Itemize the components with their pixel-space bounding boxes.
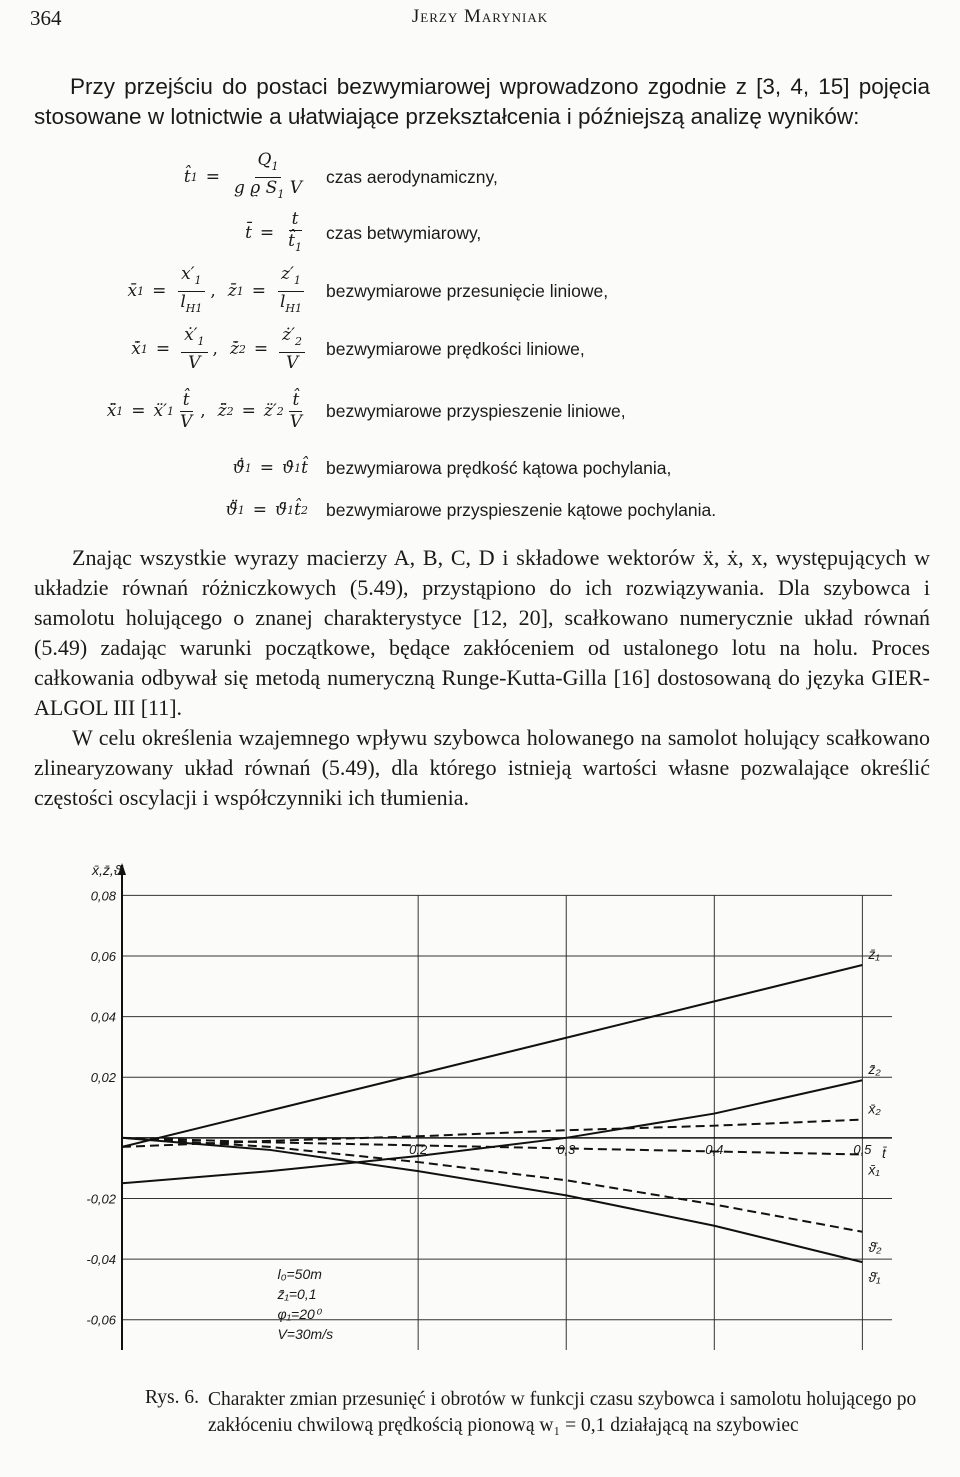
- figure: [0, 845, 960, 1385]
- definition-description: czas betwymiarowy,: [326, 223, 482, 243]
- formula: x̄̇ 1 = $\frac{ẋ'_1}{V}$ , z̄̇ 2 = $\frac{ż'_2}{V}$: [131, 324, 308, 374]
- y-tick-label: 0,08: [90, 888, 116, 904]
- x-tick-label: 0,2: [409, 1141, 428, 1157]
- intro-paragraph: Przy przejściu do postaci bezwymiarowej wprowadzono zgodnie z [3, 4, 15] pojęcia stosowane w lotnictwie a ułatwiające przekształcenia i późniejszą analizę wyników:: [34, 74, 930, 129]
- series-label: z̄₁: [868, 946, 880, 963]
- series-line: [122, 1138, 862, 1232]
- formula: ϑ̄̈ 1 = ϑ̈ 1 t̂ 2: [225, 500, 308, 520]
- time-response-chart: [0, 845, 960, 1380]
- definition-description: bezwymiarowa prędkość kątowa pochylania,: [326, 458, 672, 478]
- definition-description: bezwymiarowe przyspieszenie kątowe pochylania.: [326, 500, 717, 520]
- definition-row: [0, 149, 960, 202]
- annotation: V=30m/s: [277, 1326, 334, 1343]
- series-line: [122, 1138, 862, 1262]
- series-label: z̄₂: [868, 1061, 881, 1078]
- definition-description: czas aerodynamiczny,: [326, 167, 498, 187]
- running-head: Jerzy Maryniak: [411, 6, 549, 27]
- annotation: φ₁=20⁰: [277, 1306, 321, 1323]
- series-label: x̄₁: [868, 1161, 880, 1178]
- x-tick-label: 0,5: [853, 1141, 872, 1157]
- page-number: 364: [30, 6, 62, 30]
- x-tick-label: 0,3: [557, 1141, 576, 1157]
- caption-label: Rys. 6.: [145, 1387, 199, 1408]
- series-label: ϑ̄₁: [868, 1269, 881, 1286]
- paragraph: Znając wszystkie wyrazy macierzy A, B, C, D i składowe wektorów ẍ, ẋ, x, występujących w układzie równań różniczkowych (5.49), przystąpiono do ich rozwiązywania. Dla szybowca i samolotu holującego o znanej charakterystyce [12, 20], scałkowano numerycznie układ równań (5.49) zadając warunki początkowe, będące zakłóceniem od ustalonego lotu na holu. Proces całkowania odbywał się metodą numeryczną Runge-Kutta-Gilla [16] dostosowaną do języka GIER-ALGOL III [11].: [34, 545, 930, 720]
- formula: t̄ = $\frac{t}{t̂_1}$: [245, 208, 302, 254]
- annotation: l₀=50m: [277, 1266, 322, 1283]
- formula: x̄ 1 = $\frac{x'_1}{l_{H1}}$ , z̄ 1 = $\frac{z'_1}{l_{H1}}$: [127, 263, 302, 315]
- series-line: [122, 965, 862, 1147]
- series-line: [122, 1080, 862, 1183]
- y-axis-label: x̄,z̄,ϑ̄: [92, 862, 122, 878]
- definition-row: [0, 208, 960, 258]
- x-tick-label: 0,4: [705, 1141, 724, 1157]
- figure-caption: Charakter zmian przesunięć i obrotów w funkcji czasu szybowca i samolotu holującego po zakłóceniu chwilową prędkością pionową w₁ = 0,1 działającą na szybowiec: [208, 1389, 917, 1436]
- y-tick-label: 0,02: [90, 1070, 116, 1086]
- definition-row: [0, 386, 960, 436]
- body-text: [34, 543, 930, 813]
- definition-row: [0, 263, 960, 316]
- definition-row: [0, 324, 960, 374]
- series-label: ϑ̄₂: [868, 1238, 882, 1255]
- formula: ϑ̄̇ 1 = ϑ̇ 1 t̂: [232, 458, 308, 478]
- formula: t̂ 1 = $\frac{Q_1}{g ϱ S_1 V}$: [183, 149, 302, 201]
- series-line: [122, 1120, 862, 1147]
- definition-description: bezwymiarowe przyspieszenie liniowe,: [326, 401, 626, 421]
- definition-description: bezwymiarowe prędkości liniowe,: [326, 339, 585, 359]
- y-tick-label: 0,06: [90, 948, 116, 964]
- series-label: x̄₂: [868, 1100, 881, 1117]
- annotation: z̄₁=0,1: [277, 1286, 317, 1303]
- y-tick-label: -0,06: [86, 1312, 116, 1328]
- y-tick-label: 0,04: [90, 1009, 116, 1025]
- formula: x̄̈ 1 = ẍ′ 1 $\frac{t̂}{V}$ , z̄̈ 2 = z̈′ 2 $\frac{t̂}{V}$: [106, 389, 302, 432]
- paragraph: W celu określenia wzajemnego wpływu szybowca holowanego na samolot holujący scałkowano zlinearyzowany układ równań (5.49), dla którego istnieją wartości własne pozwalające określić częstości oscylacji i współczynniki ich tłumienia.: [34, 725, 930, 810]
- definition-description: bezwymiarowe przesunięcie liniowe,: [326, 281, 609, 301]
- y-tick-label: -0,04: [86, 1252, 116, 1268]
- y-tick-label: -0,02: [86, 1191, 116, 1207]
- definition-row: [0, 485, 960, 535]
- x-axis-label: t̄: [882, 1144, 886, 1161]
